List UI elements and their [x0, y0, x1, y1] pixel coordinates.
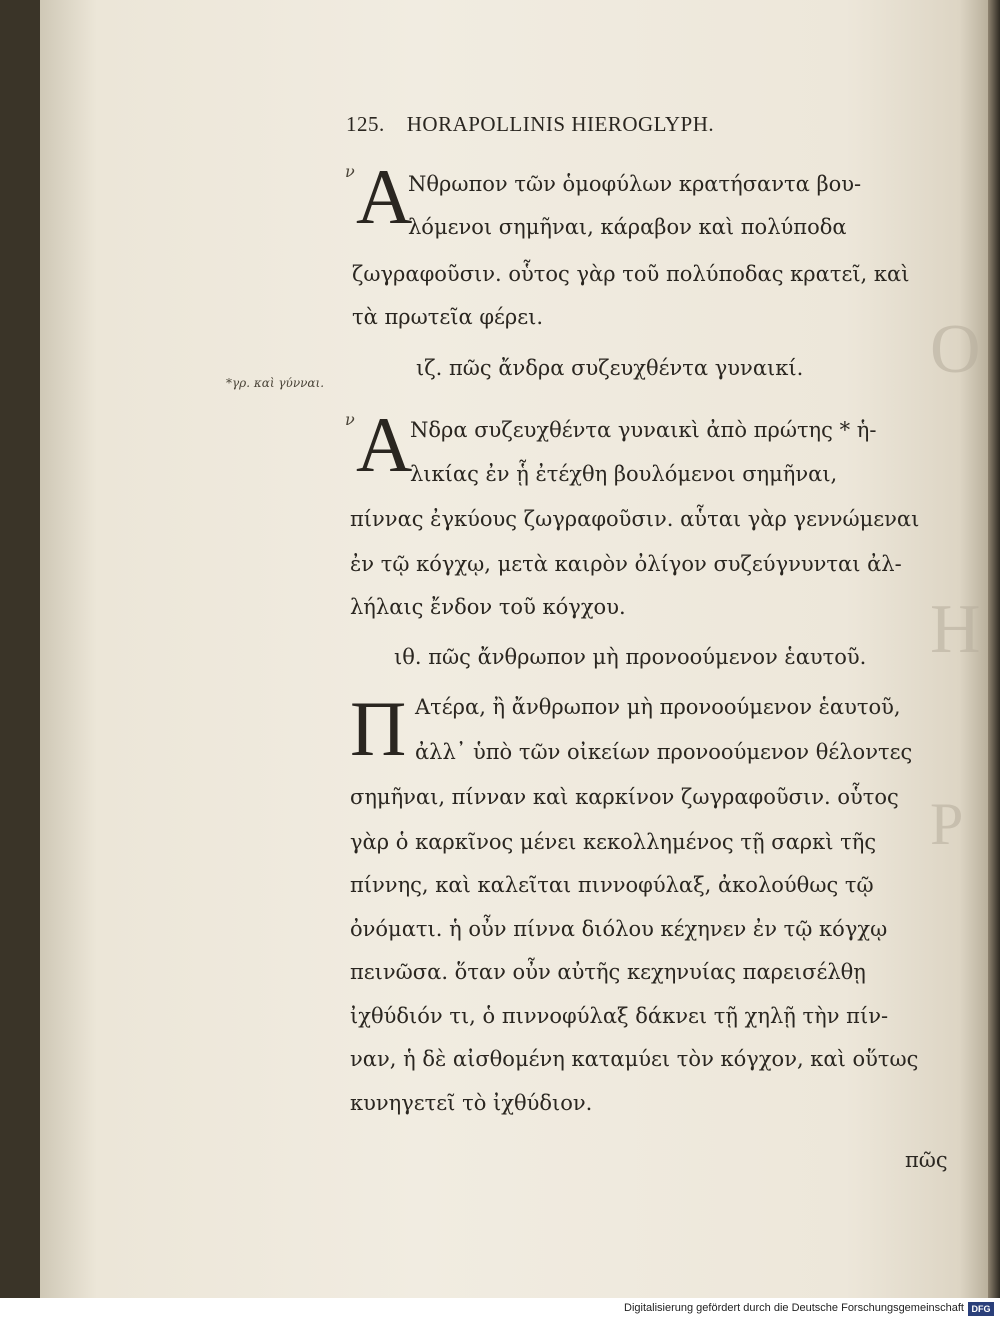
section-heading: ιθ. πῶς ἄνθρωπον μὴ προνοούμενον ἑαυτοῦ. [394, 645, 867, 669]
text-line: λόμενοι σημῆναι, κάραβον καὶ πολύποδα [408, 215, 847, 239]
text-line: ὀνόματι. ἡ οὖν πίννα διόλου κέχηνεν ἐν τῷ κόγχῳ [350, 917, 888, 941]
section-marker: ν [345, 410, 355, 429]
text-line: κυνηγετεῖ τὸ ἰχθύδιον. [350, 1091, 593, 1115]
dfg-logo: DFG [968, 1302, 994, 1316]
text-line: σημῆναι, πίνναν καὶ καρκίνον ζωγραφοῦσιν. οὗτος [350, 785, 899, 809]
drop-cap: A [356, 153, 413, 240]
text-line: λικίας ἐν ᾗ ἐτέχθη βουλόμενοι σημῆναι, [410, 462, 838, 486]
running-header [346, 112, 714, 137]
text-line: Ατέρα, ἢ ἄνθρωπον μὴ προνοούμενον ἑαυτοῦ, [415, 695, 901, 719]
text-line: τὰ πρωτεῖα φέρει. [352, 305, 544, 329]
text-line: λήλαις ἔνδον τοῦ κόγχου. [350, 595, 626, 619]
text-line: πεινῶσα. ὅταν οὖν αὐτῆς κεχηνυίας παρεισέλθῃ [350, 960, 866, 984]
drop-cap: Π [350, 685, 407, 772]
running-title: HORAPOLLINIS HIEROGLYPH. [406, 112, 715, 136]
footer-credit: Digitalisierung gefördert durch die Deutsche Forschungsgemeinschaft [624, 1302, 964, 1314]
bleed-through: H [930, 591, 981, 668]
page-edge [988, 0, 1000, 1298]
bleed-through: P [930, 791, 964, 857]
text-line: ἐν τῷ κόγχῳ, μετὰ καιρὸν ὀλίγον συζεύγνυνται ἀλ- [350, 552, 902, 576]
catchword: πῶς [905, 1148, 948, 1172]
text-line: ἀλλ᾽ ὑπὸ τῶν οἰκείων προνοούμενον θέλοντες [415, 740, 913, 764]
section-heading: ιζ. πῶς ἄνδρα συζευχθέντα γυναικί. [416, 356, 804, 380]
text-line: ζωγραφοῦσιν. οὗτος γὰρ τοῦ πολύποδας κρατεῖ, καὶ [352, 262, 910, 286]
footer-bar [0, 1298, 1000, 1321]
text-line: Νθρωπον τῶν ὁμοφύλων κρατήσαντα βου- [408, 172, 862, 196]
page-number: 125. [346, 112, 385, 136]
text-line: ἰχθύδιόν τι, ὁ πιννοφύλαξ δάκνει τῇ χηλῇ τὴν πίν- [350, 1004, 889, 1028]
bleed-through: O [930, 311, 981, 388]
text-line: γὰρ ὁ καρκῖνος μένει κεκολλημένος τῇ σαρκὶ τῆς [350, 830, 877, 854]
drop-cap: A [356, 401, 413, 488]
text-line: ναν, ἡ δὲ αἰσθομένη καταμύει τὸν κόγχον, καὶ οὕτως [350, 1047, 919, 1071]
text-line: πίννας ἐγκύους ζωγραφοῦσιν. αὗται γὰρ γεννώμεναι [350, 507, 920, 531]
margin-note: *γρ. καὶ γύνναι. [226, 376, 325, 390]
text-line: Νδρα συζευχθέντα γυναικὶ ἀπὸ πρώτης * ἡ- [410, 418, 877, 442]
section-marker: ν [345, 162, 355, 181]
text-line: πίννης, καὶ καλεῖται πιννοφύλαξ, ἀκολούθως τῷ [350, 873, 874, 897]
